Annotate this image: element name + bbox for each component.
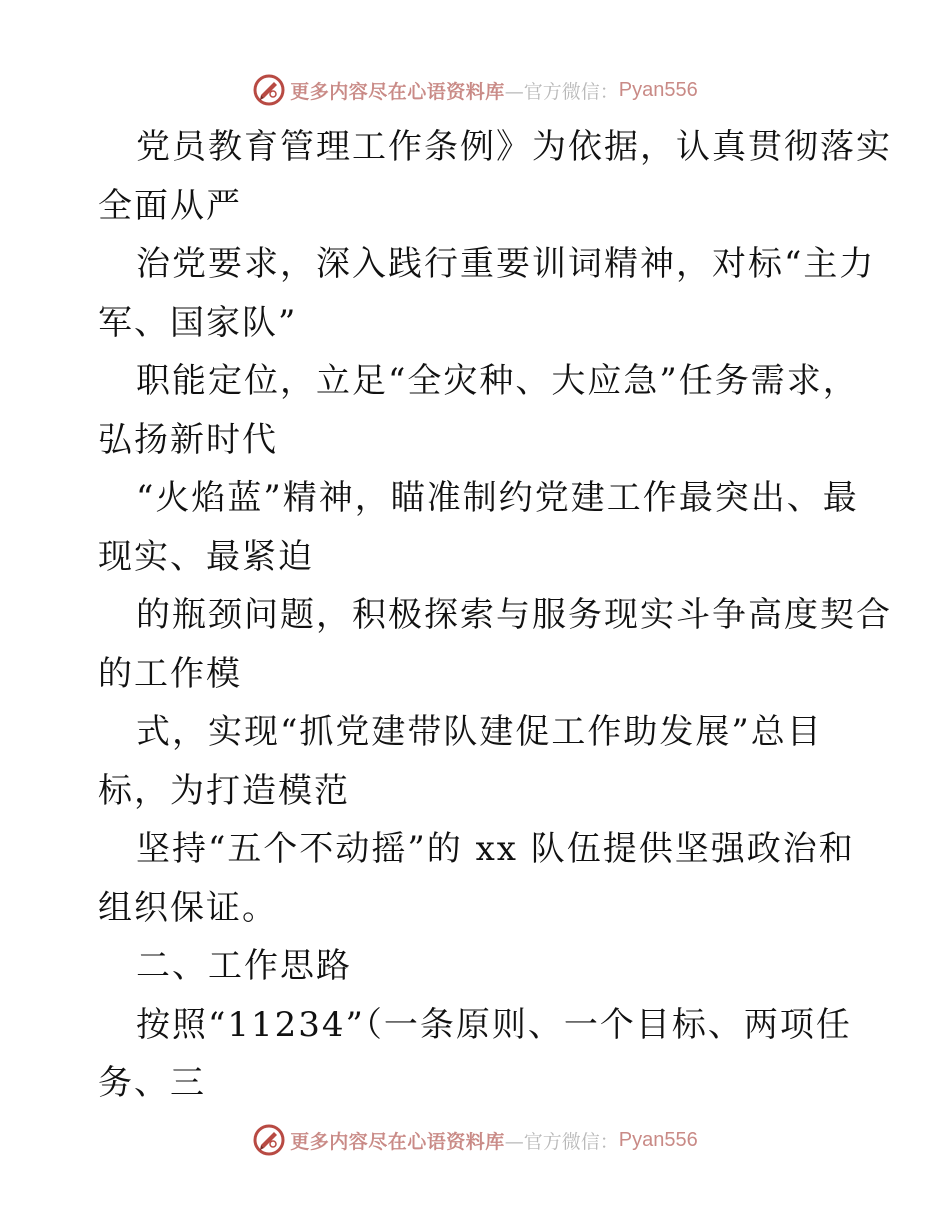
brand-logo-icon: [252, 73, 286, 107]
body-line: 组织保证。: [98, 887, 278, 928]
banner-contact-prefix: —官方微信：: [504, 80, 619, 103]
body-line: 职能定位，立足“全灾种、大应急”任务需求，: [136, 361, 859, 401]
body-line: 弘扬新时代: [98, 419, 278, 460]
header-banner: [0, 70, 950, 110]
body-line: 的瓶颈问题，积极探索与服务现实斗争高度契合: [136, 595, 892, 635]
document-body: [98, 118, 892, 1113]
body-line: 务、三: [98, 1063, 206, 1103]
body-line: 全面从严: [98, 185, 242, 226]
body-line: “火焰蓝”精神，瞄准制约党建工作最突出、最: [136, 478, 859, 518]
body-line: 军、国家队”: [98, 302, 298, 343]
body-line: 治党要求，深入践行重要训词精神，对标“主力: [136, 244, 876, 284]
banner-wechat-id: Pyan556: [618, 78, 698, 101]
body-line: 式，实现“抓党建带队建促工作助发展”总目: [136, 712, 823, 752]
banner-brand-text: 更多内容尽在心语资料库: [290, 1130, 505, 1153]
body-line: 党员教育管理工作条例》为依据，认真贯彻落实: [136, 127, 892, 167]
body-line: 现实、最紧迫: [98, 536, 314, 577]
banner-contact-prefix: —官方微信：: [504, 1130, 619, 1153]
banner-wechat-id: Pyan556: [618, 1128, 698, 1151]
body-line: 坚持“五个不动摇”的 xx 队伍提供坚强政治和: [136, 829, 855, 869]
footer-banner: [0, 1120, 950, 1160]
brand-logo-icon: [252, 1123, 286, 1157]
section-heading: 二、工作思路: [136, 946, 352, 986]
body-line: 按照“11234”（一条原则、一个目标、两项任: [136, 1004, 852, 1045]
body-line: 标，为打造模范: [98, 770, 350, 811]
body-line: 的工作模: [98, 653, 242, 694]
banner-brand-text: 更多内容尽在心语资料库: [290, 80, 505, 103]
